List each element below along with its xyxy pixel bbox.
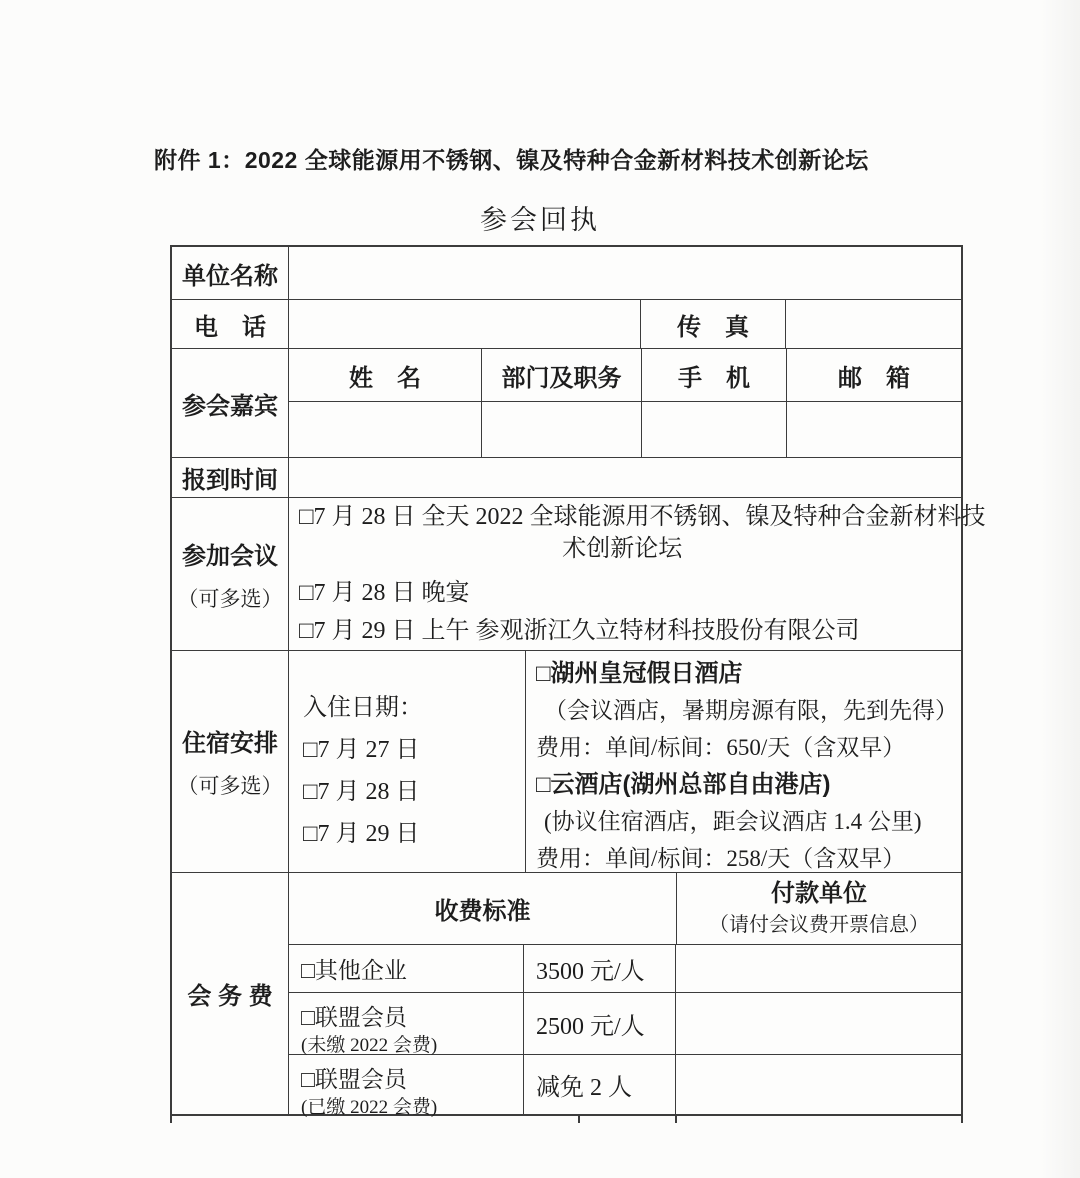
guest-col-mobile: 手 机 (642, 349, 787, 401)
accommodation-sublabel: （可多选） (177, 774, 283, 798)
phone-label: 电 话 (172, 300, 289, 348)
fee-item-member-unpaid-note: (未缴 2022 会费) (301, 1035, 438, 1056)
guest-col-name: 姓 名 (289, 349, 482, 401)
guests-label: 参会嘉宾 (172, 349, 289, 457)
checkin-dates-cell (289, 651, 526, 872)
guests-entry-row (289, 402, 961, 457)
guest-dept-cell (482, 402, 642, 457)
sessions-options-cell (289, 498, 986, 650)
guest-name-cell (289, 402, 482, 457)
checkin-date-option-28: □7 月 28 日 (303, 779, 420, 805)
fax-value-cell (786, 300, 961, 348)
fee-item-member-unpaid-title: □联盟会员 (301, 1005, 407, 1030)
fee-item-member-paid-note: (已缴 2022 会费) (301, 1097, 438, 1118)
hotel-options-cell (526, 651, 961, 872)
fee-row-member-paid (289, 1055, 961, 1118)
fee-standard-header: 收费标准 (289, 873, 677, 944)
fee-item-member-unpaid (289, 993, 524, 1054)
sessions-label-cell (172, 498, 289, 650)
fee-price-member-paid: 减免 2 人 (524, 1055, 676, 1114)
fees-header-row (289, 873, 961, 945)
guest-col-dept: 部门及职务 (482, 349, 642, 401)
fee-item-member-paid (289, 1055, 524, 1118)
registration-form-table (170, 245, 986, 1118)
checkin-date-option-29: □7 月 29 日 (303, 821, 420, 847)
guest-mobile-cell (642, 402, 787, 457)
fee-row-member-unpaid (289, 993, 961, 1055)
fee-payer-member-unpaid (676, 993, 961, 1054)
hotel2-name: □云酒店(湖州总部自由港店) (536, 771, 831, 798)
checkin-date-option-27: □7 月 27 日 (303, 737, 420, 763)
unit-name-value-cell (289, 247, 961, 299)
guest-email-cell (787, 402, 961, 457)
title-text: 2022 全球能源用不锈钢、镍及特种合金新材料技术创新论坛 (244, 147, 869, 173)
row-guests (172, 349, 961, 458)
guests-grid (289, 349, 961, 457)
row-checkin-time (172, 458, 961, 498)
fee-payer-header-cell (677, 873, 961, 944)
sessions-sublabel: （可多选） (177, 586, 283, 611)
fee-payer-member-paid (676, 1055, 961, 1114)
hotel2-price: 费用：单间/标间：258/天（含双早） (536, 846, 906, 871)
hotel1-price: 费用：单间/标间：650/天（含双早） (536, 735, 906, 760)
table-cutoff-stub (170, 1115, 963, 1123)
row-sessions (172, 498, 986, 651)
attachment-label: 附件 1： (154, 147, 245, 173)
checkin-dates-title: 入住日期： (303, 695, 423, 721)
fee-payer-header: 付款单位 (771, 879, 867, 907)
fee-payer-subheader: （请付会议费开票信息） (709, 913, 929, 936)
session-option-forum: □7 月 28 日 全天 2022 全球能源用不锈钢、镍及特种合金新材料技 (299, 504, 986, 530)
session-option-dinner: □7 月 28 日 晚宴 (299, 580, 470, 606)
fee-item-member-paid-title: □联盟会员 (301, 1067, 407, 1092)
row-accommodation (172, 651, 961, 873)
fee-price-other-company: 3500 元/人 (524, 945, 676, 992)
fax-label: 传 真 (641, 300, 786, 348)
guests-header-row (289, 349, 961, 402)
guest-col-email: 邮 箱 (838, 364, 910, 392)
fee-payer-other-company (676, 945, 961, 992)
document-title (154, 142, 934, 175)
fee-price-member-unpaid: 2500 元/人 (524, 993, 676, 1054)
fee-row-other-company (289, 945, 961, 993)
unit-name-label: 单位名称 (172, 247, 289, 299)
checkin-time-label: 报到时间 (172, 458, 289, 497)
document-subtitle: 参会回执 (480, 205, 600, 235)
row-unit-name (172, 247, 961, 300)
accommodation-label: 住宿安排 (182, 730, 278, 757)
fee-item-other-company: □其他企业 (289, 945, 524, 992)
row-fees (172, 873, 961, 1118)
row-phone-fax (172, 300, 961, 349)
hotel1-note: （会议酒店，暑期房源有限，先到先得） (544, 698, 958, 723)
hotel2-note: (协议住宿酒店，距会议酒店 1.4 公里) (544, 809, 922, 834)
phone-value-cell (289, 300, 641, 348)
session-option-visit: □7 月 29 日 上午 参观浙江久立特材科技股份有限公司 (299, 618, 860, 644)
stub-divider-2 (675, 1115, 677, 1123)
sessions-label: 参加会议 (182, 542, 278, 570)
accommodation-label-cell (172, 651, 289, 872)
fees-label: 会 务 费 (172, 873, 289, 1114)
session-option-forum-wrap: 术创新论坛 (562, 536, 683, 562)
stub-divider-1 (578, 1115, 580, 1123)
fees-grid (289, 873, 961, 1118)
hotel1-name: □湖州皇冠假日酒店 (536, 660, 743, 687)
checkin-time-value-cell (289, 458, 961, 497)
